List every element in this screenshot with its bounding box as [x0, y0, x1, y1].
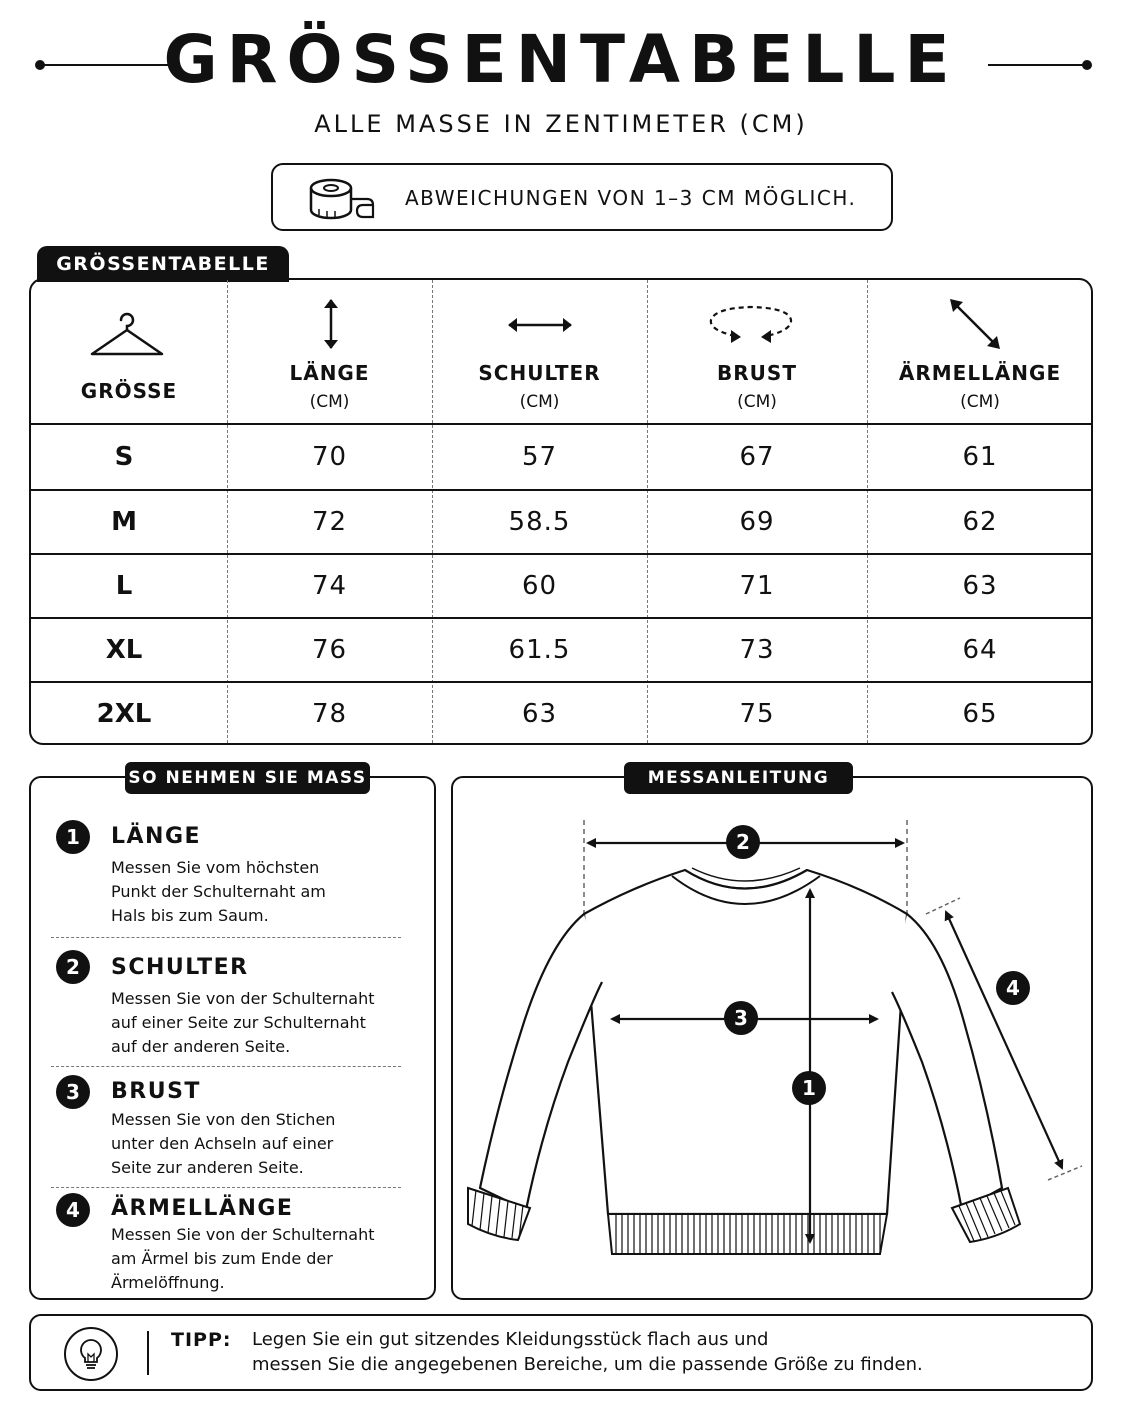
page-subtitle: ALLE MASSE IN ZENTIMETER (CM): [314, 110, 808, 138]
notice-text: ABWEICHUNGEN VON 1–3 CM MÖGLICH.: [405, 186, 857, 210]
measuring-tape-icon: [309, 177, 377, 223]
marker-chest: 3: [724, 1001, 758, 1035]
step-description: Messen Sie von der Schulternaht am Ärmel bis zum Ende der Ärmelöffnung.: [111, 1225, 375, 1292]
measuring-guide-tab: MESSANLEITUNG: [624, 762, 853, 794]
diagonal-arrow-icon: [947, 296, 1003, 352]
column-name: LÄNGE: [289, 361, 370, 385]
sleeve-cell: 63: [962, 571, 998, 601]
measuring-guide-panel: [451, 776, 1093, 1300]
size-cell: 2XL: [96, 699, 152, 729]
step-title: SCHULTER: [111, 955, 249, 980]
column-name: SCHULTER: [478, 361, 601, 385]
shoulder-cell: 60: [521, 571, 558, 601]
shoulder-cell: 61.5: [508, 635, 571, 665]
column-header-size: [31, 379, 227, 403]
sleeve-cell: 64: [962, 635, 998, 665]
size-cell: L: [115, 571, 133, 601]
column-header-chest: [647, 361, 867, 413]
size-cell: S: [114, 442, 134, 472]
shoulder-cell: 57: [521, 442, 558, 472]
column-header-length: [227, 361, 432, 413]
tip-label: TIPP:: [171, 1329, 232, 1351]
step-divider: [51, 937, 401, 938]
marker-sleeve: 4: [996, 971, 1030, 1005]
shoulder-cell: 63: [521, 699, 558, 729]
length-cell: 78: [311, 699, 348, 729]
row-divider: [31, 617, 1091, 619]
deviation-notice: [271, 163, 893, 231]
table-tab: GRÖSSENTABELLE: [37, 246, 289, 282]
step-number-badge: 1: [56, 820, 90, 854]
column-unit: (CM): [519, 392, 560, 412]
step-description: Messen Sie von der Schulternaht auf einer Seite zur Schulternaht auf der anderen Seite.: [111, 989, 375, 1056]
sleeve-cell: 65: [962, 699, 998, 729]
lightbulb-icon: [63, 1326, 119, 1382]
step-description: Messen Sie vom höchsten Punkt der Schulternaht am Hals bis zum Saum.: [111, 858, 326, 925]
horizontal-arrow-icon: [505, 315, 575, 335]
column-header-sleeve: [867, 361, 1093, 413]
how-to-measure-tab: SO NEHMEN SIE MASS: [125, 762, 370, 794]
tip-divider: [147, 1331, 149, 1375]
column-unit: (CM): [960, 392, 1000, 412]
marker-shoulder: 2: [726, 825, 760, 859]
title-right-line: [988, 64, 1088, 66]
chest-cell: 67: [739, 442, 775, 472]
sleeve-cell: 62: [962, 507, 998, 537]
length-cell: 74: [311, 571, 348, 601]
chest-cell: 69: [739, 507, 775, 537]
step-title: BRUST: [111, 1079, 201, 1104]
column-unit: (CM): [737, 392, 777, 412]
how-to-measure-panel: [29, 776, 436, 1300]
chest-cell: 71: [739, 571, 775, 601]
size-cell: M: [111, 507, 137, 537]
step-divider: [51, 1066, 401, 1067]
length-cell: 72: [311, 507, 348, 537]
row-divider: [31, 553, 1091, 555]
step-number-badge: 4: [56, 1193, 90, 1227]
row-divider: [31, 489, 1091, 491]
row-divider: [31, 423, 1091, 425]
step-divider: [51, 1187, 401, 1188]
hanger-icon: [89, 308, 165, 360]
sweatshirt-icon: [453, 778, 1091, 1298]
chest-cell: 73: [739, 635, 775, 665]
circular-arrows-icon: [705, 302, 797, 346]
size-cell: XL: [105, 635, 143, 665]
tip-text-line-1: Legen Sie ein gut sitzendes Kleidungsstück flach aus und: [252, 1329, 769, 1350]
step-title: LÄNGE: [111, 824, 202, 849]
length-cell: 76: [311, 635, 348, 665]
chest-cell: 75: [739, 699, 775, 729]
step-number-badge: 3: [56, 1075, 90, 1109]
size-table: [29, 278, 1093, 745]
column-unit: (CM): [309, 392, 350, 412]
vertical-arrow-icon: [321, 296, 341, 352]
row-divider: [31, 681, 1091, 683]
column-header-shoulder: [432, 361, 647, 413]
sleeve-cell: 61: [962, 442, 998, 472]
column-name: GRÖSSE: [80, 379, 178, 403]
column-name: ÄRMELLÄNGE: [898, 361, 1062, 385]
marker-length: 1: [792, 1071, 826, 1105]
title-right-dot: [1082, 60, 1092, 70]
tip-text-line-2: messen Sie die angegebenen Bereiche, um die passende Größe zu finden.: [252, 1354, 923, 1375]
length-cell: 70: [311, 442, 348, 472]
step-title: ÄRMELLÄNGE: [111, 1196, 294, 1221]
step-description: Messen Sie von den Stichen unter den Achseln auf einer Seite zur anderen Seite.: [111, 1110, 336, 1177]
shoulder-cell: 58.5: [508, 507, 571, 537]
step-number-badge: 2: [56, 950, 90, 984]
column-name: BRUST: [717, 361, 797, 385]
page-title: GRÖSSENTABELLE: [163, 21, 959, 98]
tip-box: [29, 1314, 1093, 1391]
